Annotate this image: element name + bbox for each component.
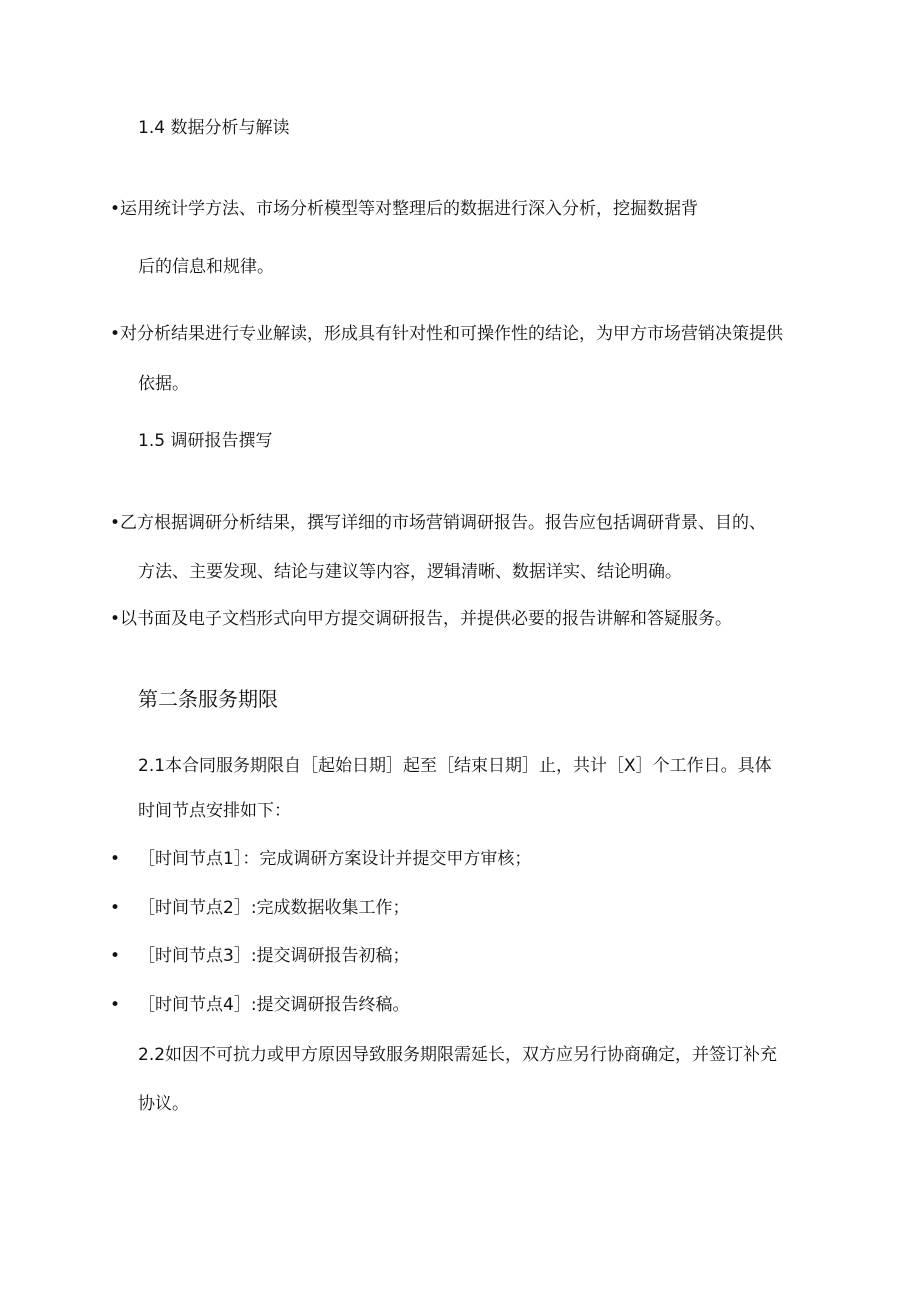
list-item: •运用统计学方法、市场分析模型等对整理后的数据进行深入分析，挖掘数据背 bbox=[110, 199, 699, 219]
paragraph-2-1: 2.1本合同服务期限自［起始日期］起至［结束日期］止，共计［X］个工作日。具体 bbox=[138, 756, 772, 776]
list-item: •乙方根据调研分析结果，撰写详细的市场营销调研报告。报告应包括调研背景、目的、 bbox=[110, 513, 767, 533]
paragraph-2-1-continuation: 时间节点安排如下： bbox=[138, 801, 291, 821]
milestone-item: ［时间节点2］:完成数据收集工作； bbox=[138, 898, 410, 918]
section-1-4-title: 1.4 数据分析与解读 bbox=[138, 118, 290, 138]
list-item: •以书面及电子文档形式向甲方提交调研报告，并提供必要的报告讲解和答疑服务。 bbox=[110, 609, 733, 629]
milestone-item: ［时间节点1］：完成调研方案设计并提交甲方审核； bbox=[138, 849, 532, 869]
milestone-item: ［时间节点3］:提交调研报告初稿； bbox=[138, 946, 410, 966]
bullet-icon: • bbox=[110, 849, 121, 869]
list-item-continuation: 后的信息和规律。 bbox=[138, 257, 274, 277]
article-2-heading: 第二条服务期限 bbox=[138, 687, 278, 711]
bullet-icon: • bbox=[110, 946, 121, 966]
milestone-item: ［时间节点4］:提交调研报告终稿。 bbox=[138, 995, 410, 1015]
bullet-icon: • bbox=[110, 995, 121, 1015]
bullet-icon: • bbox=[110, 898, 121, 918]
paragraph-2-2: 2.2如因不可抗力或甲方原因导致服务期限需延长，双方应另行协商确定，并签订补充 bbox=[138, 1045, 778, 1065]
list-item: •对分析结果进行专业解读，形成具有针对性和可操作性的结论，为甲方市场营销决策提供 bbox=[110, 324, 784, 344]
list-item-continuation: 依据。 bbox=[138, 374, 189, 394]
section-1-5-title: 1.5 调研报告撰写 bbox=[138, 431, 273, 451]
paragraph-2-2-continuation: 协议。 bbox=[138, 1094, 189, 1114]
list-item-continuation: 方法、主要发现、结论与建议等内容，逻辑清晰、数据详实、结论明确。 bbox=[138, 562, 682, 582]
